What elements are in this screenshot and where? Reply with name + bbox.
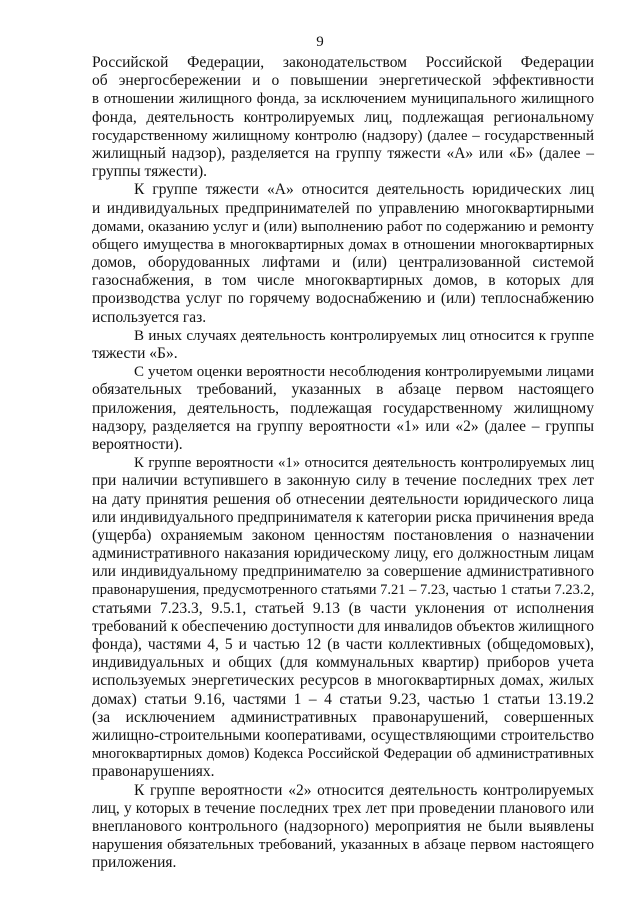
text-line: приложения, деятельность, подлежащая государственному жилищному bbox=[92, 399, 594, 417]
text-line: многоквартирных домов) Кодекса Российской Федерации об административных bbox=[92, 746, 594, 763]
paragraph bbox=[92, 54, 594, 181]
paragraph bbox=[92, 363, 594, 454]
text-line: лиц, у которых в течение последних трех лет при проведении планового или bbox=[92, 799, 594, 817]
text-line: надзору, разделяется на группу вероятности «1» или «2» (далее – группы bbox=[92, 417, 594, 435]
text-line: вероятности). bbox=[92, 435, 183, 453]
text-line: К группе вероятности «1» относится деятельность контролируемых лиц bbox=[134, 455, 594, 472]
text-line: тяжести «Б». bbox=[92, 345, 178, 362]
text-line: С учетом оценки вероятности несоблюдения контролируемыми лицами bbox=[134, 364, 594, 381]
document-body bbox=[92, 54, 594, 872]
text-line: в отношении жилищного фонда, за исключением муниципального жилищного bbox=[92, 91, 594, 108]
text-line: фонда, деятельность контролируемых лиц, подлежащая региональному bbox=[92, 108, 594, 126]
text-line: домов, оборудованных лифтами и (или) централизованной системой bbox=[92, 254, 594, 272]
text-line: домами, оказанию услуг и (или) выполнению работ по содержанию и ремонту bbox=[92, 218, 594, 235]
text-line: домах) статьи 9.16, частями 1 – 4 статьи 9.23, частью 1 статьи 13.19.2 bbox=[92, 690, 594, 708]
text-line: требований к обеспечению доступности для инвалидов объектов жилищного bbox=[92, 617, 594, 635]
paragraph bbox=[92, 327, 594, 363]
text-line: правонарушениях. bbox=[92, 763, 215, 781]
text-line: или индивидуальному предпринимателю за совершение административного bbox=[92, 563, 594, 581]
text-line: общего имущества в многоквартирных домах в отношении многоквартирных bbox=[92, 236, 594, 253]
text-line: при наличии вступившего в законную силу в течение последних трех лет bbox=[92, 472, 594, 490]
text-line: об энергосбережении и о повышении энергетической эффективности bbox=[92, 72, 594, 90]
text-line: жилищный надзор), разделяется на группу тяжести «А» или «Б» (далее – bbox=[92, 144, 594, 162]
page-number: 9 bbox=[316, 34, 324, 50]
text-line: К группе вероятности «2» относится деятельность контролируемых bbox=[134, 781, 594, 799]
text-line: В иных случаях деятельность контролируемых лиц относится к группе bbox=[134, 327, 594, 344]
text-line: или индивидуального предпринимателя к категории риска причинения вреда bbox=[92, 508, 594, 526]
text-line: производства услуг по горячему водоснабжению и (или) теплоснабжению bbox=[92, 290, 594, 308]
text-line: внепланового контрольного (надзорного) мероприятия не были выявлены bbox=[92, 817, 594, 835]
text-line: К группе тяжести «А» относится деятельность юридических лиц bbox=[134, 181, 594, 199]
text-line: на дату принятия решения об отнесении деятельности юридического лица bbox=[92, 490, 594, 508]
text-line: обязательных требований, указанных в абзаце первом настоящего bbox=[92, 381, 594, 399]
text-line: правонарушения, предусмотренного статьями 7.21 – 7.23, частью 1 статьи 7.23.2, bbox=[92, 582, 595, 599]
paragraph bbox=[92, 181, 594, 327]
text-line: индивидуальных и общих (для коммунальных квартир) приборов учета bbox=[92, 654, 594, 672]
text-line: фонда), частями 4, 5 и частью 12 (в части коллективных (общедомовых), bbox=[92, 636, 594, 653]
text-line: жилищно-строительными кооперативами, осуществляющими строительство bbox=[92, 726, 594, 744]
text-line: и индивидуальных предпринимателей по управлению многоквартирными bbox=[92, 199, 594, 217]
text-line: административного наказания юридическому лицу, его должностным лицам bbox=[92, 545, 594, 563]
text-line: статьями 7.23.3, 9.5.1, статьей 9.13 (в части уклонения от исполнения bbox=[92, 599, 594, 617]
text-line: используемых энергетических ресурсов в многоквартирных домах, жилых bbox=[92, 672, 594, 690]
text-line: используется газ. bbox=[92, 308, 207, 326]
text-line: группы тяжести). bbox=[92, 163, 207, 181]
text-line: (за исключением административных правонарушений, совершенных bbox=[92, 708, 594, 726]
paragraph bbox=[92, 454, 594, 781]
text-line: (ущерба) охраняемым законом ценностям постановления о назначении bbox=[92, 526, 594, 544]
text-line: нарушения обязательных требований, указанных в абзаце первом настоящего bbox=[92, 837, 594, 854]
text-line: государственному жилищному контролю (надзору) (далее – государственный bbox=[92, 127, 594, 144]
text-line: газоснабжения, в том числе многоквартирных домов, в которых для bbox=[92, 272, 594, 290]
text-line: Российской Федерации, законодательством Российской Федерации bbox=[92, 54, 594, 71]
text-line: приложения. bbox=[92, 854, 177, 872]
paragraph bbox=[92, 782, 594, 873]
